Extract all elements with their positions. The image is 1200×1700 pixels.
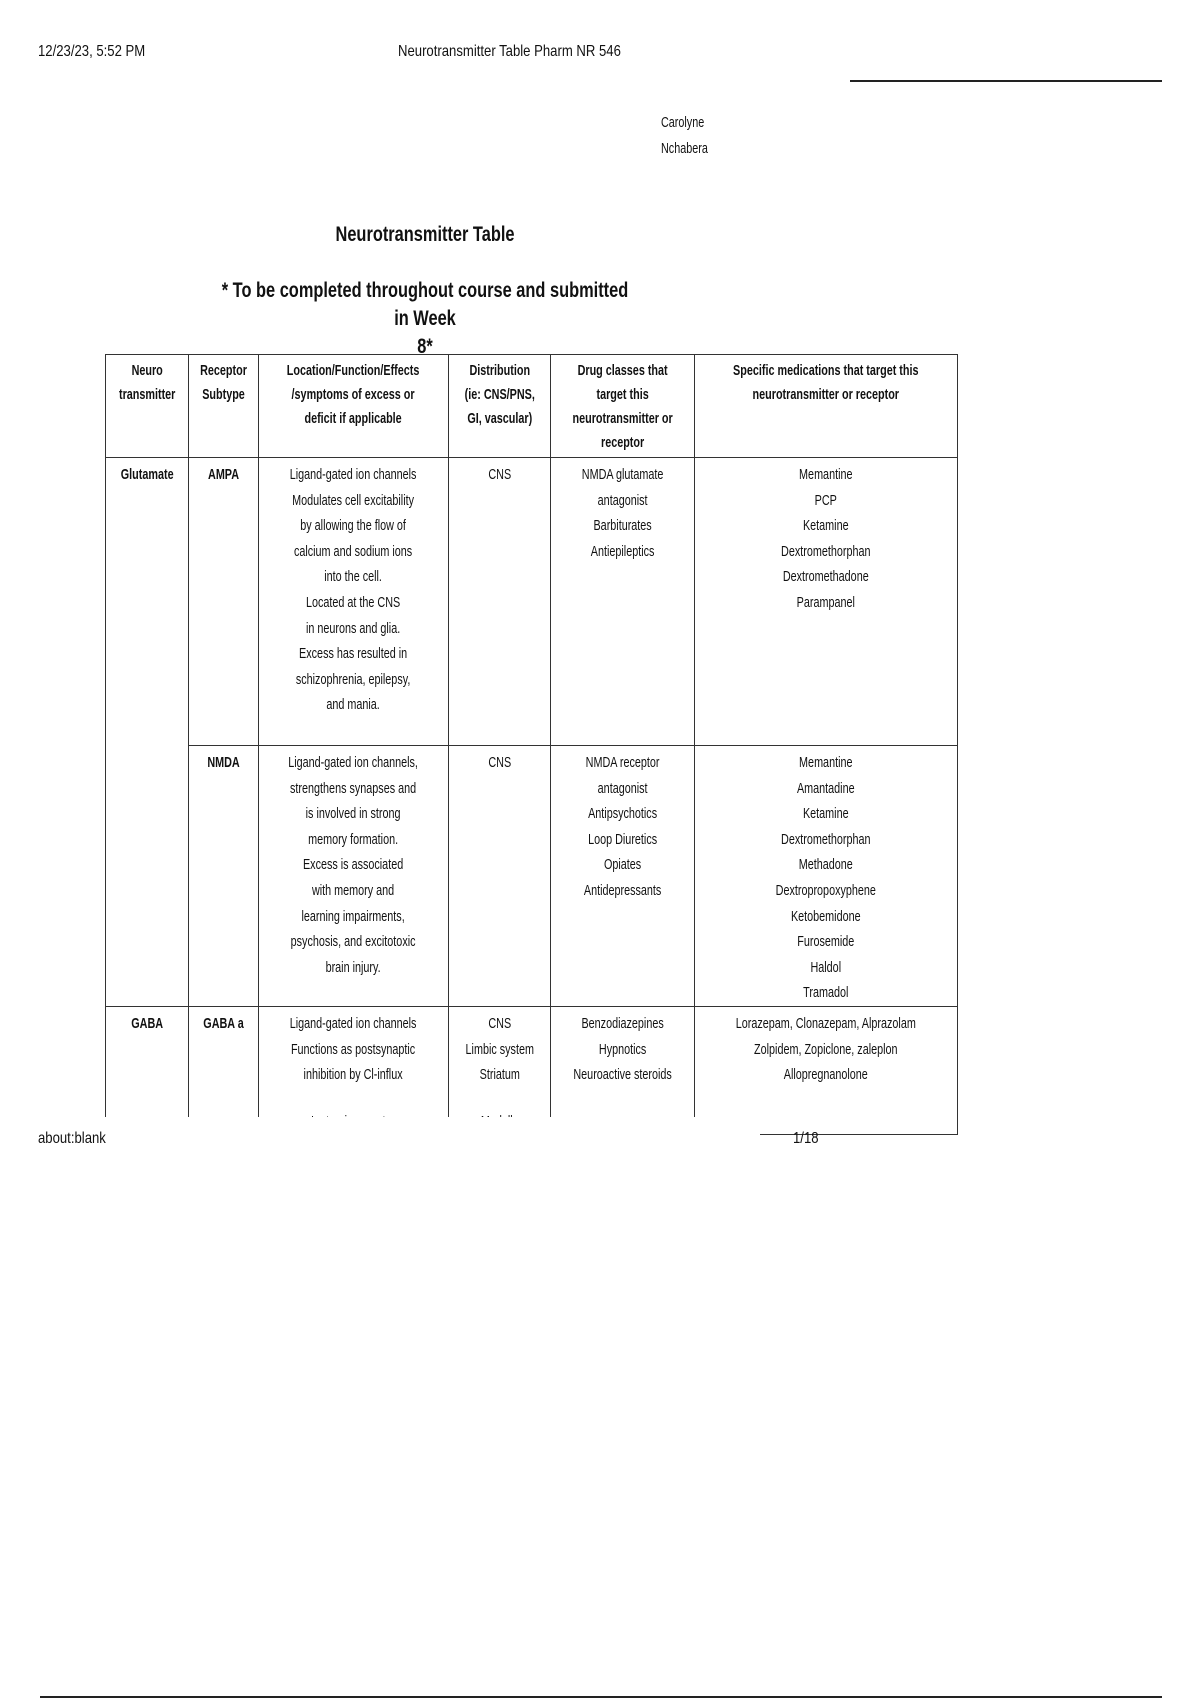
cell-distribution [448,746,551,1007]
cell-line: receptor [601,434,645,451]
document-title: Neurotransmitter Table [335,223,515,246]
document-subtitle [218,277,631,361]
subtitle-line-1: * To be completed throughout course and submitted in Week [221,279,629,330]
cell-line: NMDA glutamate [581,466,664,483]
cell-line: Amantadine [797,779,855,797]
cell-line: Limbic system [465,1040,534,1058]
print-datetime: 12/23/23, 5:52 PM [38,43,146,60]
cell-line: Zolpidem, Zopiclone, zaleplon [754,1040,898,1058]
header-medications [695,355,958,458]
cell-line: GI, vascular) [466,410,532,427]
neurotransmitter-glutamate: Glutamate [120,466,174,483]
cell-line: Excess is associated [303,856,404,874]
top-divider [850,80,1162,82]
cell-line: Furosemide [797,933,855,951]
cell-line: Location/Function/Effects [287,362,420,379]
cell-neurotransmitter [106,458,189,1007]
cell-line: Ligand-gated ion channels [290,466,417,483]
cell-line: Memantine [799,466,853,483]
cell-line: Distribution [469,362,530,379]
cell-line: antagonist [597,491,648,509]
cell-medications [695,1006,958,1134]
cell-location [259,746,448,1007]
cell-line: /symptoms of excess or [291,386,415,403]
cell-line: Tramadol [803,984,849,1002]
cell-line: Barbiturates [593,517,652,535]
cell-line: CNS [487,754,511,771]
cell-line: Ligand-gated ion channels, [288,754,419,771]
header-drug-classes [551,355,695,458]
subtitle-line-2: 8* [417,335,433,358]
cell-line: brain injury. [325,958,381,976]
cell-line: Antiepileptics [590,542,655,560]
cell-line: neurotransmitter or receptor [752,386,900,403]
cell-drug-classes [551,746,695,1007]
cell-line: schizophrenia, epilepsy, [296,670,411,688]
cell-line: Haldol [810,958,842,976]
cell-receptor [189,458,259,746]
cell-line: by allowing the flow of [300,517,407,535]
cell-line: Opiates [604,856,642,874]
page-cut-mask [100,1117,760,1177]
author-last-name: Nchabera [661,140,708,157]
cell-line: in neurons and glia. [306,619,401,637]
cell-line: Modulates cell excitability [292,491,415,509]
cell-drug-classes [551,458,695,746]
header-distribution [448,355,551,458]
cell-line: calcium and sodium ions [294,542,413,560]
cell-location [259,458,448,746]
cell-line: antagonist [597,779,648,797]
cell-line: learning impairments, [301,907,406,925]
cell-line: Drug classes that [577,362,668,379]
cell-line: Antipsychotics [588,805,658,823]
cell-line: psychosis, and excitotoxic [291,933,416,951]
cell-line: Dextropropoxyphene [775,881,877,899]
cell-line: NMDA receptor [585,754,660,771]
cell-medications [695,746,958,1007]
cell-distribution [448,1006,551,1134]
cell-line: Ketamine [803,805,849,823]
cell-line: Memantine [799,754,853,771]
cell-line: Striatum [479,1066,520,1084]
cell-line: Lorazepam, Clonazepam, Alprazolam [736,1014,917,1032]
cell-line: with memory and [312,881,395,899]
header-location-function [259,355,448,458]
cell-line: Ligand-gated ion channels [290,1014,417,1032]
table-row [106,1006,958,1134]
print-page-title: Neurotransmitter Table Pharm NR 546 [398,43,621,60]
cell-line: Methadone [799,856,854,874]
cell-line: PCP [814,491,838,509]
cell-receptor [189,746,259,1007]
cell-line: CNS [487,1014,511,1032]
cell-line: Benzodiazepines [581,1014,664,1032]
cell-line: Loop Diuretics [588,830,658,848]
neurotransmitter-gaba: GABA [131,1014,164,1032]
cell-location [259,1006,448,1134]
cell-line: Subtype [202,386,246,403]
cell-line: Ketobemidone [791,907,861,925]
cell-distribution [448,458,551,746]
cell-line: memory formation. [308,830,399,848]
cell-line: CNS [487,466,511,483]
cell-medications [695,458,958,746]
cell-line: Neuro [131,362,163,379]
cell-line: Ketamine [803,517,849,535]
cell-line: into the cell. [324,568,383,586]
cell-line: Dextromethorphan [781,542,871,560]
cell-line: Functions as postsynaptic [291,1040,416,1058]
receptor-nmda: NMDA [207,754,241,771]
table-row [106,458,958,746]
cell-line: Dextromethadone [783,568,869,586]
print-footer-url: about:blank [38,1130,106,1147]
neurotransmitter-table [105,354,958,1135]
header-neurotransmitter [106,355,189,458]
cell-line: Allopregnanolone [784,1066,869,1084]
cell-line: Dextromethorphan [781,830,871,848]
cell-line: transmitter [118,386,176,403]
cell-line: Antidepressants [583,881,662,899]
cell-line: Specific medications that target this [733,362,919,379]
cell-line: Located at the CNS [306,593,401,611]
cell-line: neurotransmitter or [572,410,673,427]
cell-receptor [189,1006,259,1134]
bottom-divider [40,1696,1162,1698]
header-receptor-subtype [189,355,259,458]
cell-line: Hypnotics [598,1040,647,1058]
cell-line: strengthens synapses and [290,779,417,797]
table-header-row [106,355,958,458]
table-row [106,746,958,1007]
cell-drug-classes [551,1006,695,1134]
cell-line: Receptor [200,362,248,379]
cell-line: is involved in strong [306,805,401,823]
receptor-gaba-a: GABA a [203,1014,245,1032]
cell-line: inhibition by Cl-influx [303,1066,404,1084]
cell-line: Excess has resulted in [299,645,408,663]
cell-line: deficit if applicable [304,410,403,427]
author-name [661,110,708,162]
author-first-name: Carolyne [661,114,705,131]
print-page-number: 1/18 [793,1130,819,1147]
cell-line: (ie: CNS/PNS, [464,386,535,403]
cell-line: Parampanel [796,593,856,611]
cell-line: Neuroactive steroids [573,1066,672,1084]
receptor-ampa: AMPA [208,466,240,483]
cell-neurotransmitter [106,1006,189,1134]
cell-line: target this [596,386,649,403]
cell-line: and mania. [326,696,381,714]
